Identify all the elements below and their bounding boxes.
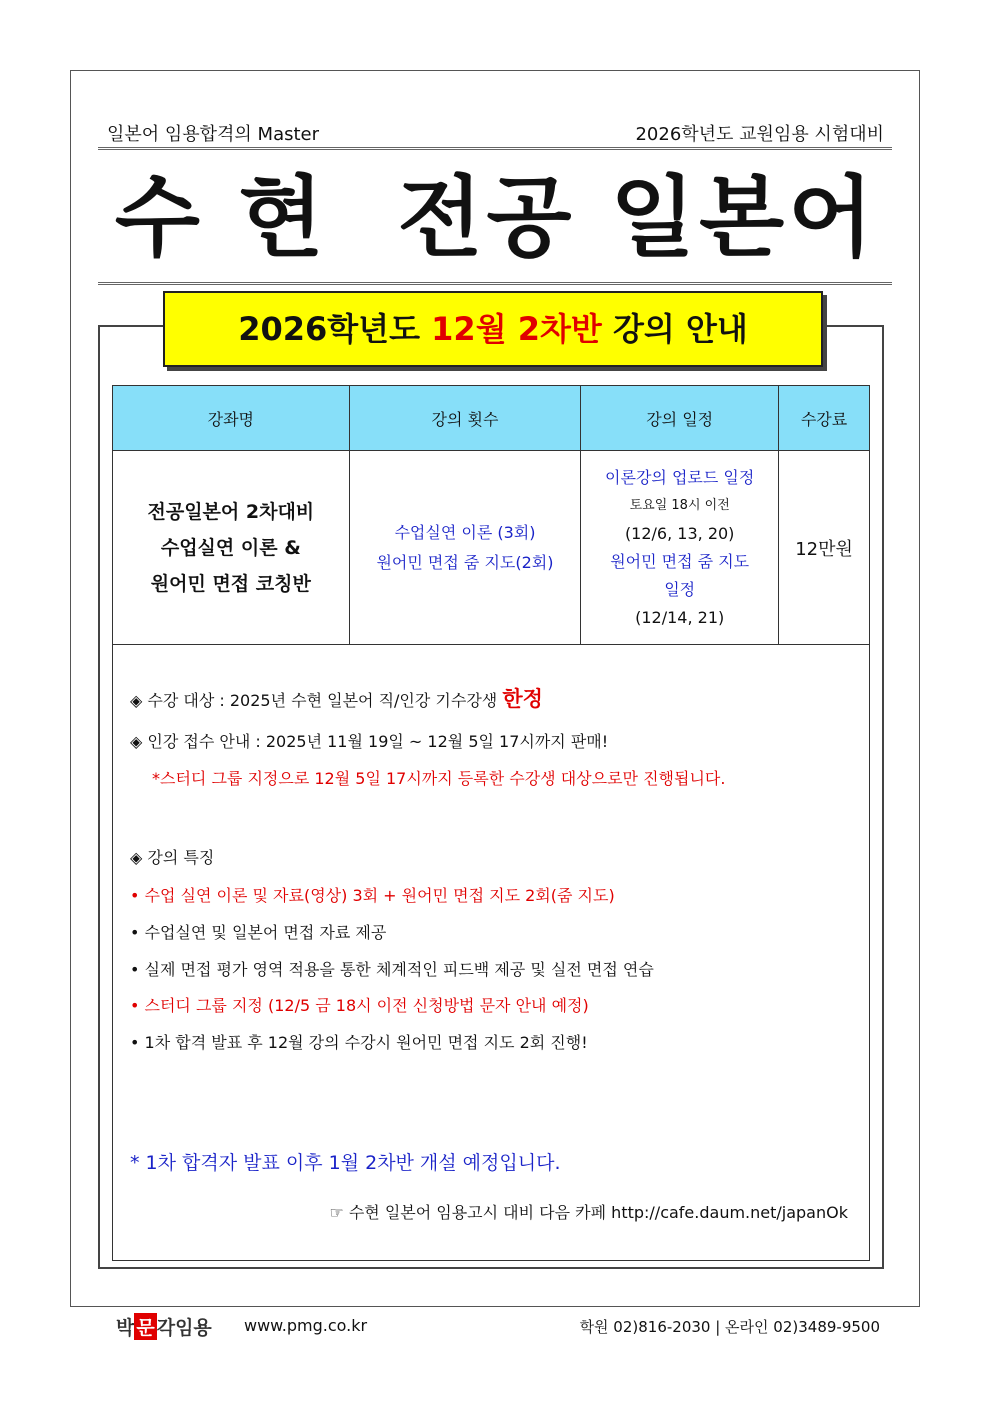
header-count: 강의 횟수 <box>349 386 581 451</box>
target-label: ◈ 수강 대상 : 2025년 수현 일본어 직/인강 기수강생 <box>130 691 503 710</box>
fee: 12만원 <box>779 451 870 645</box>
feature-item: • 수업실연 및 일본어 면접 자료 제공 <box>130 923 387 942</box>
target-info <box>130 683 543 713</box>
cafe-link[interactable]: ☞ 수현 일본어 임용고시 대비 다음 카페 http://cafe.daum.net/japanOk <box>329 1203 848 1222</box>
title-part1: 수 현 <box>114 166 328 269</box>
schedule-line: (12/6, 13, 20) <box>624 523 735 543</box>
lecture-count <box>349 451 581 645</box>
course-line: 수업실연 이론 & <box>160 536 301 559</box>
logo-char: 각 <box>156 1317 176 1339</box>
banner-pre: 2026학년도 <box>238 310 432 348</box>
footer-url[interactable]: www.pmg.co.kr <box>244 1316 368 1335</box>
feature-item: • 스터디 그룹 지정 (12/5 금 18시 이전 신청방법 문자 안내 예정) <box>130 996 589 1015</box>
schedule-line: 원어민 면접 줌 지도 <box>610 551 750 571</box>
course-table <box>112 385 870 645</box>
notice-note: * 1차 합격자 발표 이후 1월 2차반 개설 예정입니다. <box>130 1152 561 1174</box>
course-line: 원어민 면접 코칭반 <box>150 572 311 595</box>
schedule-line: (12/14, 21) <box>635 607 725 627</box>
header-fee: 수강료 <box>779 386 870 451</box>
lecture-schedule <box>581 451 779 645</box>
schedule-line: 토요일 18시 이전 <box>629 497 730 513</box>
count-line: 수업실연 이론 (3회) <box>394 522 536 542</box>
logo-char: 문 <box>134 1313 156 1340</box>
logo-char: 박 <box>116 1317 135 1339</box>
notice-banner <box>163 291 823 367</box>
course-line: 전공일본어 2차대비 <box>147 500 315 523</box>
header-right: 2026학년도 교원임용 시험대비 <box>635 124 884 145</box>
online-note: *스터디 그룹 지정으로 12월 5일 17시까지 등록한 수강생 대상으로만 진행됩니다. <box>152 769 726 788</box>
target-emphasis: 한정 <box>502 687 543 711</box>
page-title <box>0 158 992 278</box>
header-schedule: 강의 일정 <box>581 386 779 451</box>
count-line: 원어민 면접 줌 지도(2회) <box>376 552 554 572</box>
header-course: 강좌명 <box>113 386 350 451</box>
logo-char: 임용 <box>175 1317 212 1339</box>
title-rule <box>98 282 892 285</box>
features-title: ◈ 강의 특징 <box>130 848 215 867</box>
feature-item: • 1차 합격 발표 후 12월 강의 수강시 원어민 면접 지도 2회 진행! <box>130 1033 588 1052</box>
title-part2: 전공 일본어 <box>397 166 878 269</box>
header-rule <box>98 147 892 150</box>
schedule-line: 일정 <box>664 579 696 599</box>
schedule-line: 이론강의 업로드 일정 <box>605 467 755 487</box>
footer-phone: 학원 02)816-2030 | 온라인 02)3489-9500 <box>579 1318 880 1336</box>
banner-red: 12월 2차반 <box>431 310 602 348</box>
feature-item: • 실제 면접 평가 영역 적용을 통한 체계적인 피드백 제공 및 실전 면접 연습 <box>130 960 654 979</box>
header-left: 일본어 임용합격의 Master <box>107 124 320 145</box>
banner-post: 강의 안내 <box>601 310 748 348</box>
course-name <box>113 451 350 645</box>
online-info: ◈ 인강 접수 안내 : 2025년 11월 19일 ~ 12월 5일 17시까지 판매! <box>130 732 609 751</box>
feature-item: • 수업 실연 이론 및 자료(영상) 3회 + 원어민 면접 지도 2회(줌 지도) <box>130 886 615 905</box>
publisher-logo <box>116 1313 212 1340</box>
